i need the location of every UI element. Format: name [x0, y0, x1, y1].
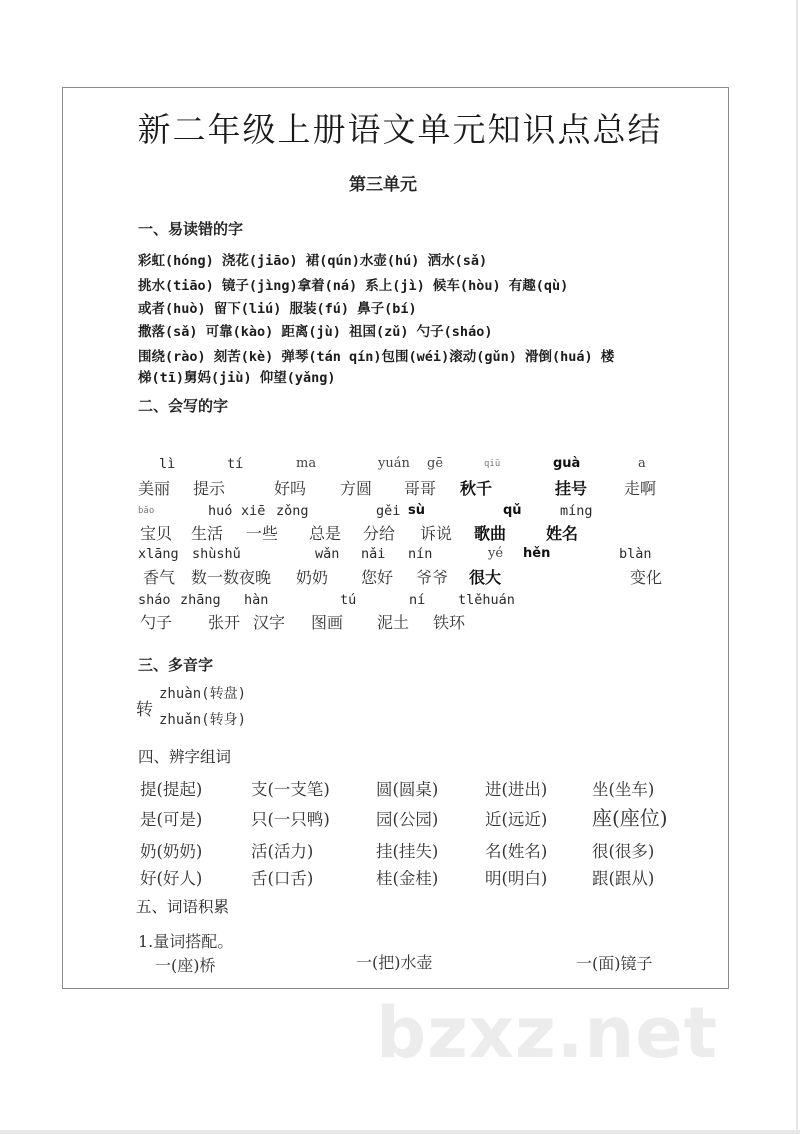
- char-group-cell: 是(可是): [140, 810, 203, 829]
- pinyin-label: qǔ: [503, 503, 522, 518]
- unit-title: 第三单元: [349, 175, 417, 195]
- char-group-cell: 明(明白): [485, 869, 548, 888]
- char-group-cell: 跟(跟从): [592, 869, 655, 888]
- vocab-word: 秋千: [460, 479, 493, 498]
- section1-line: 围绕(rào) 刻苦(kè) 弹琴(tán qín)包围(wéi)滚动(gǔn) 滑倒(huá) 楼: [138, 349, 615, 365]
- vocab-word: 爷爷: [416, 568, 449, 587]
- char-group-cell: 名(姓名): [485, 842, 548, 861]
- vocab-word: 一些: [246, 524, 279, 543]
- pinyin-label: ní: [409, 592, 426, 608]
- vocab-word: 勺子: [140, 613, 173, 632]
- pinyin-label: sù: [408, 503, 425, 518]
- section5-heading: 五、词语积累: [136, 898, 230, 916]
- vocab-word: 分给: [363, 524, 396, 543]
- char-group-cell: 很(很多): [592, 842, 655, 861]
- vocab-word: 诉说: [420, 524, 453, 543]
- pinyin-label: hěn: [523, 546, 551, 561]
- pinyin-label: lì: [159, 456, 176, 472]
- vocab-word: 变化: [630, 568, 663, 587]
- pinyin-label: qiū: [484, 459, 501, 469]
- char-group-cell: 好(好人): [140, 869, 203, 888]
- pinyin-label: shùshǔ: [192, 546, 241, 562]
- vocab-word: 方圆: [340, 479, 373, 498]
- section3-heading: 三、多音字: [138, 656, 214, 674]
- char-group-cell: 园(公园): [376, 810, 439, 829]
- section1-line: 彩虹(hóng) 浇花(jiāo) 裙(qún)水壶(hú) 洒水(sǎ): [138, 253, 488, 269]
- char-group-cell: 进(进出): [485, 780, 548, 799]
- vocab-word: 铁环: [433, 613, 466, 632]
- vocab-word: 奶奶: [296, 568, 329, 587]
- vocab-word: 数一数夜晚: [191, 568, 272, 587]
- char-group-cell: 桂(金桂): [376, 869, 439, 888]
- pinyin-label: xiē: [241, 503, 266, 519]
- vocab-word: 哥哥: [404, 479, 437, 498]
- vocab-word: 好吗: [274, 479, 307, 498]
- pinyin-label: tí: [227, 456, 244, 472]
- vocab-word: 提示: [193, 479, 226, 498]
- vocab-word: 挂号: [555, 479, 588, 498]
- char-group-cell: 挂(挂失): [376, 842, 439, 861]
- pinyin-label: gē: [427, 456, 444, 471]
- vocab-word: 歌曲: [474, 524, 507, 543]
- vocab-word: 香气: [143, 568, 176, 587]
- char-group-cell: 活(活力): [251, 842, 314, 861]
- char-group-cell: 奶(奶奶): [140, 842, 203, 861]
- pinyin-label: tlěhuán: [458, 592, 515, 608]
- pinyin-label: blàn: [619, 546, 652, 562]
- char-group-cell: 舌(口舌): [251, 869, 314, 888]
- vocab-word: 图画: [311, 613, 344, 632]
- section1-line: 挑水(tiāo) 镜子(jìng)拿着(ná) 系上(jì) 候车(hòu) 有趣(qù): [138, 278, 569, 294]
- measure-word-item: 一(座)桥: [155, 956, 216, 975]
- char-group-cell: 圆(圆桌): [376, 780, 439, 799]
- page-title: 新二年级上册语文单元知识点总结: [137, 110, 663, 149]
- pinyin-label: zhāng: [180, 592, 221, 608]
- pinyin-label: huó: [208, 503, 233, 519]
- vocab-word: 宝贝: [140, 524, 173, 543]
- char-group-cell: 近(远近): [485, 810, 548, 829]
- pinyin-label: míng: [560, 503, 593, 519]
- section1-heading: 一、易读错的字: [138, 220, 244, 238]
- measure-word-item: 一(把)水壶: [356, 953, 433, 972]
- char-group-cell: 只(一只鸭): [251, 810, 330, 829]
- pinyin-label: hàn: [244, 592, 269, 608]
- section4-heading: 四、辨字组词: [138, 748, 232, 766]
- pinyin-label: tú: [340, 592, 357, 608]
- section1-line: 撒落(sǎ) 可靠(kào) 距离(jù) 祖国(zǔ) 勺子(sháo): [138, 324, 493, 340]
- watermark: bzxz.net: [376, 992, 719, 1074]
- char-group-cell: 提(提起): [140, 780, 203, 799]
- pinyin-label: wǎn: [315, 546, 340, 562]
- measure-word-item: 一(面)镜子: [576, 954, 653, 973]
- polyphone-reading: zhuǎn(转身): [159, 712, 247, 728]
- polyphone-reading: zhuàn(转盘): [159, 686, 247, 702]
- section2-heading: 二、会写的字: [138, 397, 229, 415]
- vocab-word: 美丽: [138, 479, 171, 498]
- pinyin-label: xlāng: [138, 546, 179, 562]
- pinyin-label: sháo: [138, 592, 171, 608]
- pinyin-label: nǎi: [361, 546, 386, 562]
- pinyin-label: yuán: [378, 456, 410, 471]
- vocab-word: 姓名: [546, 524, 579, 543]
- pinyin-label: gěi: [376, 503, 401, 519]
- section1-line: 梯(tī)舅妈(jiù) 仰望(yǎng): [138, 370, 336, 386]
- vocab-word: 汉字: [253, 613, 286, 632]
- vocab-word: 总是: [309, 524, 342, 543]
- char-group-cell: 支(一支笔): [251, 780, 330, 799]
- vocab-word: 走啊: [624, 479, 657, 498]
- pinyin-label: guà: [553, 456, 581, 471]
- pinyin-label: nín: [408, 546, 433, 562]
- vocab-word: 张开: [208, 613, 241, 632]
- pinyin-label: zǒng: [276, 503, 309, 519]
- char-group-cell: 座(座位): [592, 806, 668, 830]
- section1-line: 或者(huò) 留下(liú) 服装(fú) 鼻子(bí): [138, 301, 417, 317]
- vocab-word: 很大: [469, 568, 502, 587]
- page-edge-right: [796, 0, 798, 1134]
- vocab-word: 泥土: [377, 613, 410, 632]
- char-group-cell: 坐(坐车): [592, 780, 655, 799]
- page-edge-bottom: [0, 1130, 800, 1134]
- pinyin-label: bāo: [138, 506, 155, 516]
- pinyin-label: ma: [296, 456, 317, 471]
- pinyin-label: yé: [488, 546, 504, 561]
- section5-subheading: 1.量词搭配。: [138, 932, 234, 951]
- vocab-word: 您好: [361, 568, 394, 587]
- pinyin-label: a: [638, 456, 646, 471]
- vocab-word: 生活: [191, 524, 224, 543]
- polyphone-character: 转: [136, 700, 153, 720]
